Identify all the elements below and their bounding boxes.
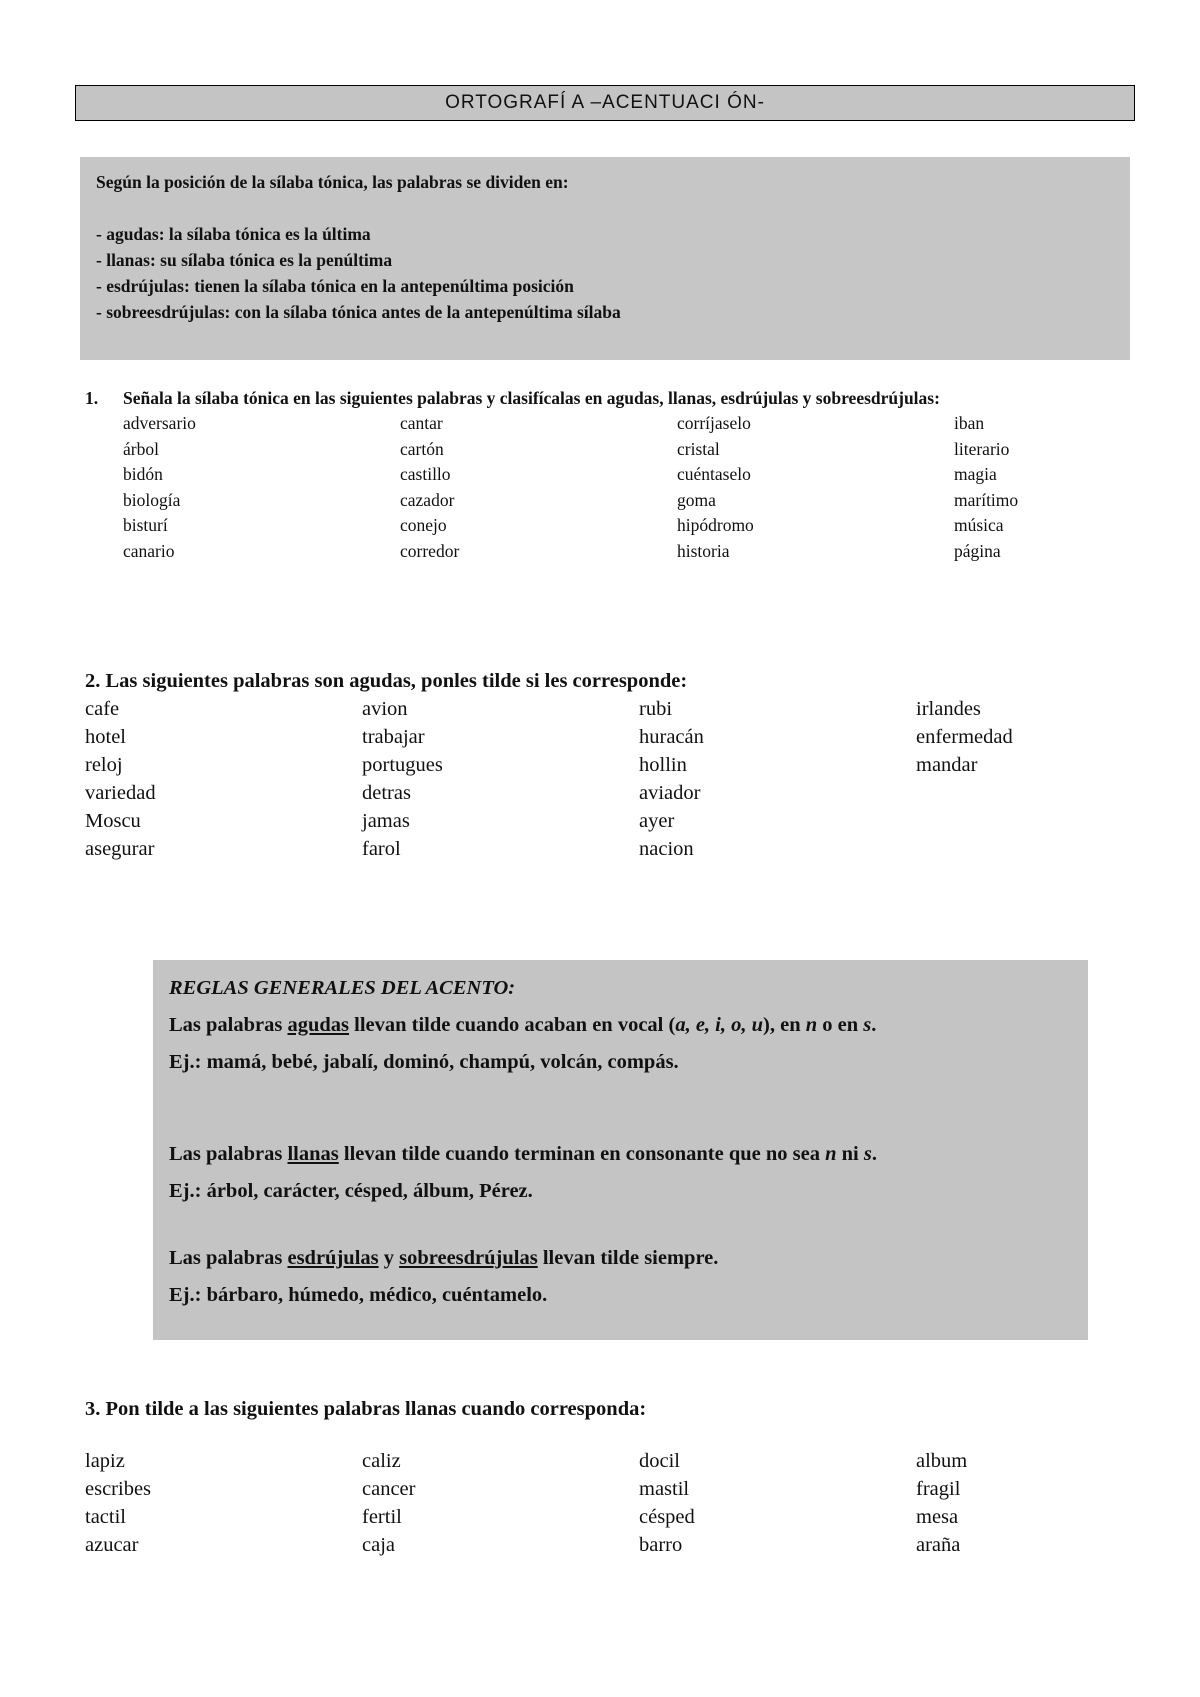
word-cell: barro xyxy=(639,1534,683,1556)
word-cell: corríjaselo xyxy=(677,413,751,433)
word-cell: aviador xyxy=(639,782,701,804)
word-cell: música xyxy=(954,515,1004,535)
word-cell xyxy=(916,779,1116,807)
exercise-3-prompt: 3. Pon tilde a las siguientes palabras llanas cuando corresponda: xyxy=(85,1398,647,1420)
word-cell: mastil xyxy=(639,1478,690,1500)
word-cell: biología xyxy=(123,489,181,510)
rule-llanas-example: Ej.: árbol, carácter, césped, álbum, Pérez. xyxy=(169,1180,533,1202)
word-cell: escribes xyxy=(85,1478,152,1500)
word-cell: trabajar xyxy=(362,726,425,748)
exercise-2-prompt: 2. Las siguientes palabras son agudas, ponles tilde si les corresponde: xyxy=(85,670,688,692)
exercise-1 xyxy=(85,386,1125,564)
word-cell: cancer xyxy=(362,1478,416,1500)
word-cell: cartón xyxy=(400,438,444,459)
word-cell: ayer xyxy=(639,810,675,832)
word-cell: docil xyxy=(639,1450,680,1472)
word-cell: fragil xyxy=(916,1478,961,1500)
word-cell: hollin xyxy=(639,754,687,776)
intro-item-llanas: - llanas: su sílaba tónica es la penúltima xyxy=(96,250,393,270)
rules-box xyxy=(153,960,1088,1340)
word-cell: césped xyxy=(639,1506,695,1528)
exercise-1-number: 1. xyxy=(85,388,99,408)
rule-llanas: Las palabras llanas llevan tilde cuando terminan en consonante que no sea n ni s. xyxy=(169,1143,877,1165)
word-cell: goma xyxy=(677,489,716,510)
word-cell: hotel xyxy=(85,726,126,748)
word-cell: bisturí xyxy=(123,515,168,535)
page-title: ORTOGRAFÍ A –ACENTUACI ÓN- xyxy=(75,85,1135,121)
word-cell: cazador xyxy=(400,489,455,510)
word-cell: portugues xyxy=(362,754,443,776)
word-cell: Moscu xyxy=(85,810,141,832)
word-cell: cristal xyxy=(677,438,720,459)
word-cell: literario xyxy=(954,438,1010,459)
word-cell: album xyxy=(916,1450,968,1472)
intro-item-agudas: - agudas: la sílaba tónica es la última xyxy=(96,224,371,244)
word-cell xyxy=(916,835,1116,863)
word-cell: castillo xyxy=(400,464,451,484)
intro-item-esdrujulas: - esdrújulas: tienen la sílaba tónica en la antepenúltima posición xyxy=(96,276,574,296)
word-cell: irlandes xyxy=(916,698,981,720)
intro-lead: Según la posición de la sílaba tónica, las palabras se dividen en: xyxy=(96,172,569,192)
word-cell: nacion xyxy=(639,838,694,860)
word-cell: cafe xyxy=(85,698,120,720)
exercise-1-word-grid xyxy=(123,411,1125,564)
word-cell xyxy=(916,807,1116,835)
word-cell: enfermedad xyxy=(916,726,1013,748)
word-cell: adversario xyxy=(123,413,196,433)
rule-llanas-key: llanas xyxy=(287,1143,339,1165)
word-cell: canario xyxy=(123,540,175,561)
exercise-2-word-grid xyxy=(85,695,1145,863)
word-cell: avion xyxy=(362,698,408,720)
rule-esdrujulas-example: Ej.: bárbaro, húmedo, médico, cuéntamelo. xyxy=(169,1284,548,1306)
word-cell: corredor xyxy=(400,540,460,561)
exercise-3-word-grid xyxy=(85,1447,1145,1559)
rule-esdrujulas: Las palabras esdrújulas y sobreesdrújulas llevan tilde siempre. xyxy=(169,1247,719,1269)
rules-title: REGLAS GENERALES DEL ACENTO: xyxy=(169,977,516,999)
word-cell: historia xyxy=(677,540,730,561)
rule-agudas: Las palabras agudas llevan tilde cuando acaban en vocal (a, e, i, o, u), en n o en s. xyxy=(169,1014,877,1036)
word-cell: cuéntaselo xyxy=(677,464,751,484)
exercise-3 xyxy=(85,1395,1145,1559)
word-cell: bidón xyxy=(123,464,163,484)
word-cell: jamas xyxy=(362,810,410,832)
word-cell: mesa xyxy=(916,1506,959,1528)
exercise-1-prompt: Señala la sílaba tónica en las siguientes palabras y clasifícalas en agudas, llanas, esdrújulas y sobreesdrújulas: xyxy=(123,388,940,408)
word-cell: caliz xyxy=(362,1450,401,1472)
exercise-2 xyxy=(85,667,1145,863)
word-cell: huracán xyxy=(639,726,704,748)
intro-item-sobreesdrujulas: - sobreesdrújulas: con la sílaba tónica antes de la antepenúltima sílaba xyxy=(96,302,621,322)
word-cell: fertil xyxy=(362,1506,402,1528)
word-cell: cantar xyxy=(400,413,443,433)
rule-sobreesdrujulas-key: sobreesdrújulas xyxy=(399,1247,538,1269)
rule-agudas-example: Ej.: mamá, bebé, jabalí, dominó, champú, volcán, compás. xyxy=(169,1051,679,1073)
word-cell: asegurar xyxy=(85,838,155,860)
intro-box xyxy=(80,157,1130,360)
word-cell: variedad xyxy=(85,782,156,804)
word-cell: página xyxy=(954,540,1001,561)
word-cell: detras xyxy=(362,782,411,804)
word-cell: caja xyxy=(362,1534,395,1556)
word-cell: tactil xyxy=(85,1506,126,1528)
word-cell: azucar xyxy=(85,1534,139,1556)
word-cell: mandar xyxy=(916,754,978,776)
word-cell: magia xyxy=(954,464,997,484)
word-cell: farol xyxy=(362,838,401,860)
word-cell: árbol xyxy=(123,438,159,459)
word-cell: araña xyxy=(916,1534,961,1556)
word-cell: iban xyxy=(954,413,985,433)
word-cell: reloj xyxy=(85,754,123,776)
word-cell: lapiz xyxy=(85,1450,125,1472)
word-cell: conejo xyxy=(400,515,447,535)
word-cell: marítimo xyxy=(954,489,1019,510)
rule-esdrujulas-key: esdrújulas xyxy=(287,1247,379,1269)
rule-agudas-key: agudas xyxy=(287,1014,350,1036)
word-cell: rubi xyxy=(639,698,673,720)
word-cell: hipódromo xyxy=(677,515,754,535)
